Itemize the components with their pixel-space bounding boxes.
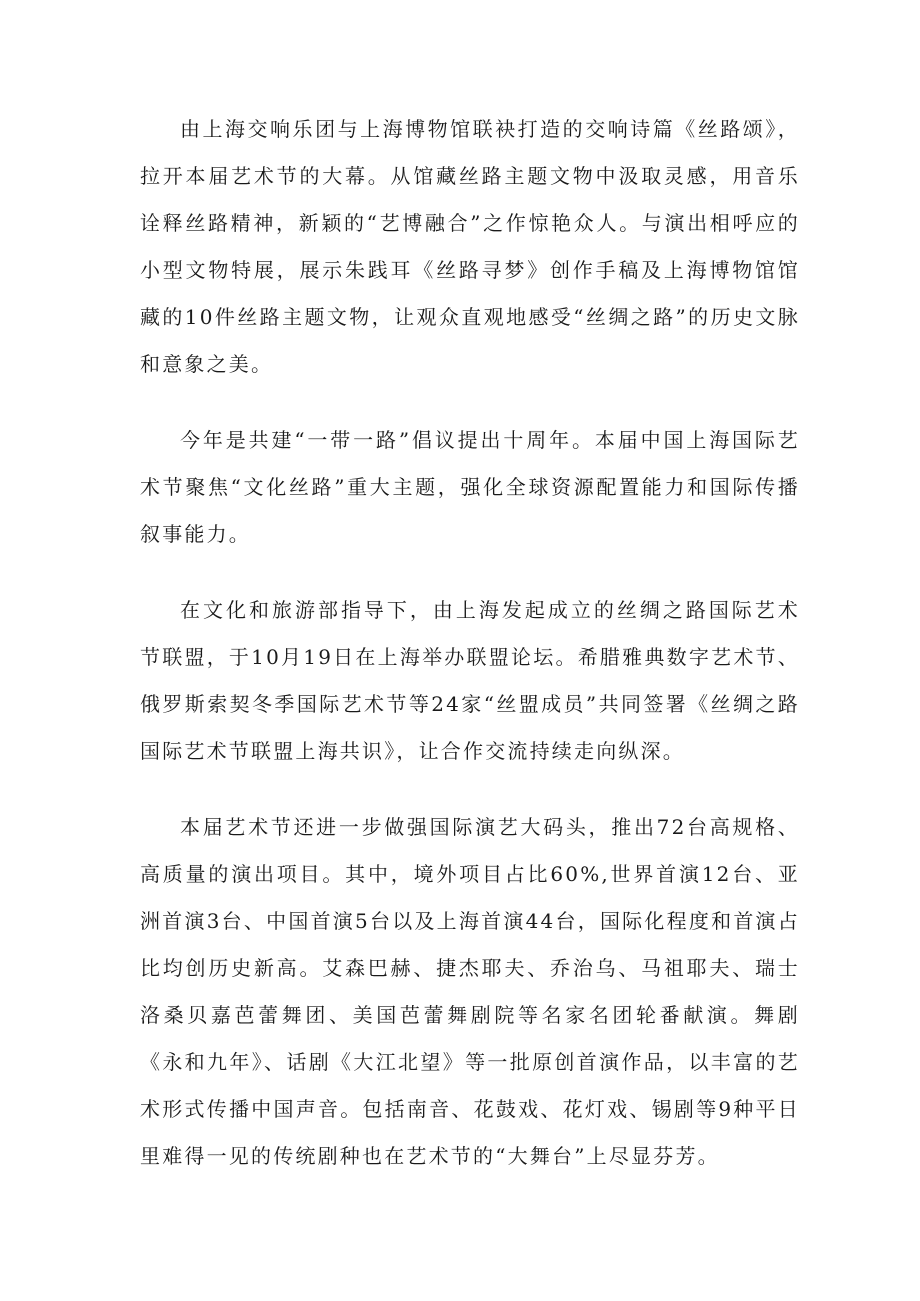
paragraph-3: 在文化和旅游部指导下，由上海发起成立的丝绸之路国际艺术节联盟，于10月19日在上海举办联盟论坛。希腊雅典数字艺术节、俄罗斯索契冬季国际艺术节等24家“丝盟成员”共同签署《丝绸之路国际艺术节联盟上海共识》，让合作交流持续走向纵深。	[140, 598, 800, 763]
paragraph-4: 本届艺术节还进一步做强国际演艺大码头，推出72台高规格、高质量的演出项目。其中，境外项目占比60%,世界首演12台、亚洲首演3台、中国首演5台以及上海首演44台，国际化程度和首演占比均创历史新高。艾森巴赫、捷杰耶夫、乔治乌、马祖耶夫、瑞士洛桑贝嘉芭蕾舞团、美国芭蕾舞剧院等名家名团轮番献演。舞剧《永和九年》、话剧《大江北望》等一批原创首演作品，以丰富的艺术形式传播中国声音。包括南音、花鼓戏、花灯戏、锡剧等9种平日里难得一见的传统剧种也在艺术节的“大舞台”上尽显芬芳。	[140, 815, 800, 1168]
paragraph-1: 由上海交响乐团与上海博物馆联袂打造的交响诗篇《丝路颂》，拉开本届艺术节的大幕。从馆藏丝路主题文物中汲取灵感，用音乐诠释丝路精神，新颖的“艺博融合”之作惊艳众人。与演出相呼应的小型文物特展，展示朱践耳《丝路寻梦》创作手稿及上海博物馆馆藏的10件丝路主题文物，让观众直观地感受“丝绸之路”的历史文脉和意象之美。	[140, 117, 800, 376]
document-page	[140, 106, 800, 1209]
paragraph-2: 今年是共建“一带一路”倡议提出十周年。本届中国上海国际艺术节聚焦“文化丝路”重大主题，强化全球资源配置能力和国际传播叙事能力。	[140, 428, 800, 546]
